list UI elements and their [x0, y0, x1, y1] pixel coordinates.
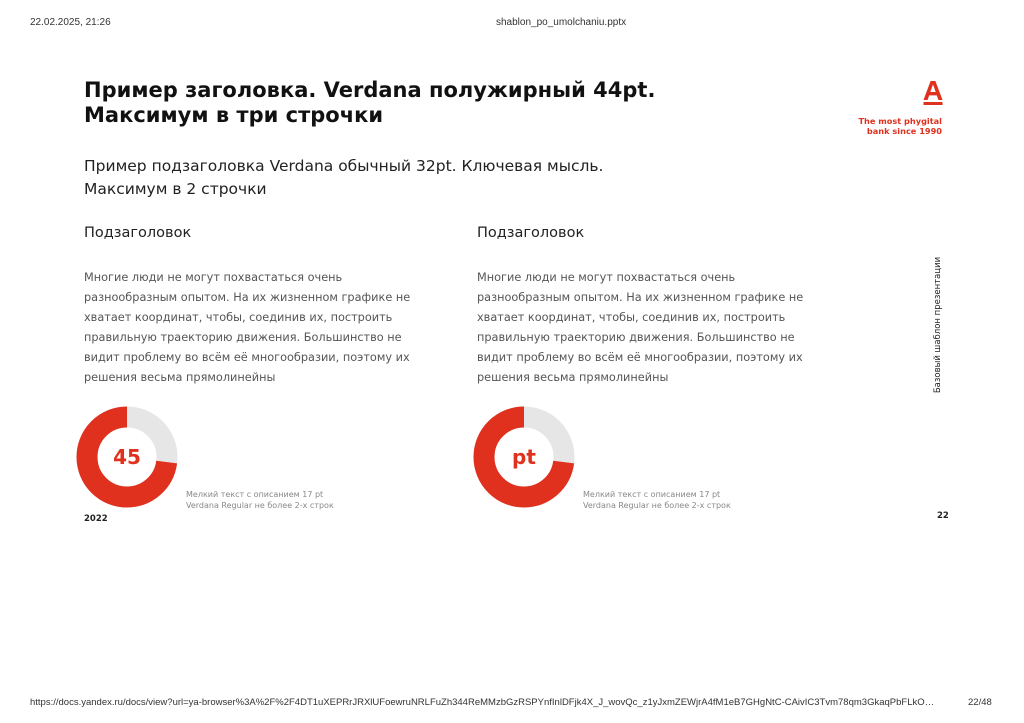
body-line: видит проблему во всём её многообразии, поэтому их	[84, 351, 410, 364]
slide-subtitle-line-2: Максимум в 2 строчки	[84, 180, 267, 198]
caption-line: Verdana Regular не более 2-х строк	[583, 500, 731, 510]
body-line: хватает координат, чтобы, соединив их, построить	[477, 311, 786, 324]
column-1-heading: Подзаголовок	[84, 225, 192, 241]
side-label-text: Базовый шаблон презентации	[933, 256, 943, 394]
slide-title	[84, 78, 655, 128]
donut-chart-1	[75, 405, 179, 509]
print-page-counter: 22/48	[968, 697, 992, 708]
logo-tagline-line-1: The most phygital	[858, 116, 942, 126]
column-2-body	[477, 268, 837, 388]
donut-value: 45	[113, 445, 141, 469]
logo-tagline-line-2: bank since 1990	[866, 126, 942, 136]
body-line: решения весьма прямолинейны	[84, 371, 276, 384]
donut-chart-2	[472, 405, 576, 509]
print-datetime: 22.02.2025, 21:26	[30, 17, 111, 28]
body-line: Многие люди не могут похвастаться очень	[477, 271, 736, 284]
column-1-caption	[186, 490, 334, 511]
alfa-logo-icon	[923, 81, 943, 105]
column-2-caption	[583, 490, 731, 511]
slide-subtitle	[84, 155, 603, 201]
body-line: правильную траекторию движения. Большинство не	[84, 331, 402, 344]
slide-title-line-1: Пример заголовка. Verdana полужирный 44pt.	[84, 78, 656, 102]
print-filename: shablon_po_umolchaniu.pptx	[496, 17, 627, 28]
slide-title-line-2: Максимум в три строчки	[84, 103, 384, 127]
column-1-body	[84, 268, 444, 388]
body-line: разнообразным опытом. На их жизненном графике не	[84, 291, 411, 304]
body-line: правильную траекторию движения. Большинство не	[477, 331, 795, 344]
body-line: хватает координат, чтобы, соединив их, построить	[84, 311, 393, 324]
donut-value: pt	[512, 445, 536, 469]
slide-year: 2022	[84, 514, 108, 524]
body-line: видит проблему во всём её многообразии, поэтому их	[477, 351, 803, 364]
print-url: https://docs.yandex.ru/docs/view?url=ya-browser%3A%2F%2F4DT1uXEPRrJRXlUFoewruNRLFuZh344ReMMzbGzRSPYnfInlDFjk4X_J_wovQc_z1yJxmZEWjrA4fM1eB7GHgNtC-CAivIC3Tvm78qm3GkaqPbFLkO…	[30, 697, 935, 708]
caption-line: Мелкий текст с описанием 17 pt	[583, 490, 721, 499]
logo-tagline	[844, 116, 942, 136]
body-line: решения весьма прямолинейны	[477, 371, 669, 384]
body-line: Многие люди не могут похвастаться очень	[84, 271, 343, 284]
slide-page-number: 22	[937, 511, 949, 521]
slide-subtitle-line-1: Пример подзаголовка Verdana обычный 32pt. Ключевая мысль.	[84, 157, 604, 175]
side-label	[928, 250, 948, 400]
caption-line: Verdana Regular не более 2-х строк	[186, 500, 334, 510]
column-2-heading: Подзаголовок	[477, 225, 585, 241]
body-line: разнообразным опытом. На их жизненном графике не	[477, 291, 804, 304]
caption-line: Мелкий текст с описанием 17 pt	[186, 490, 324, 499]
